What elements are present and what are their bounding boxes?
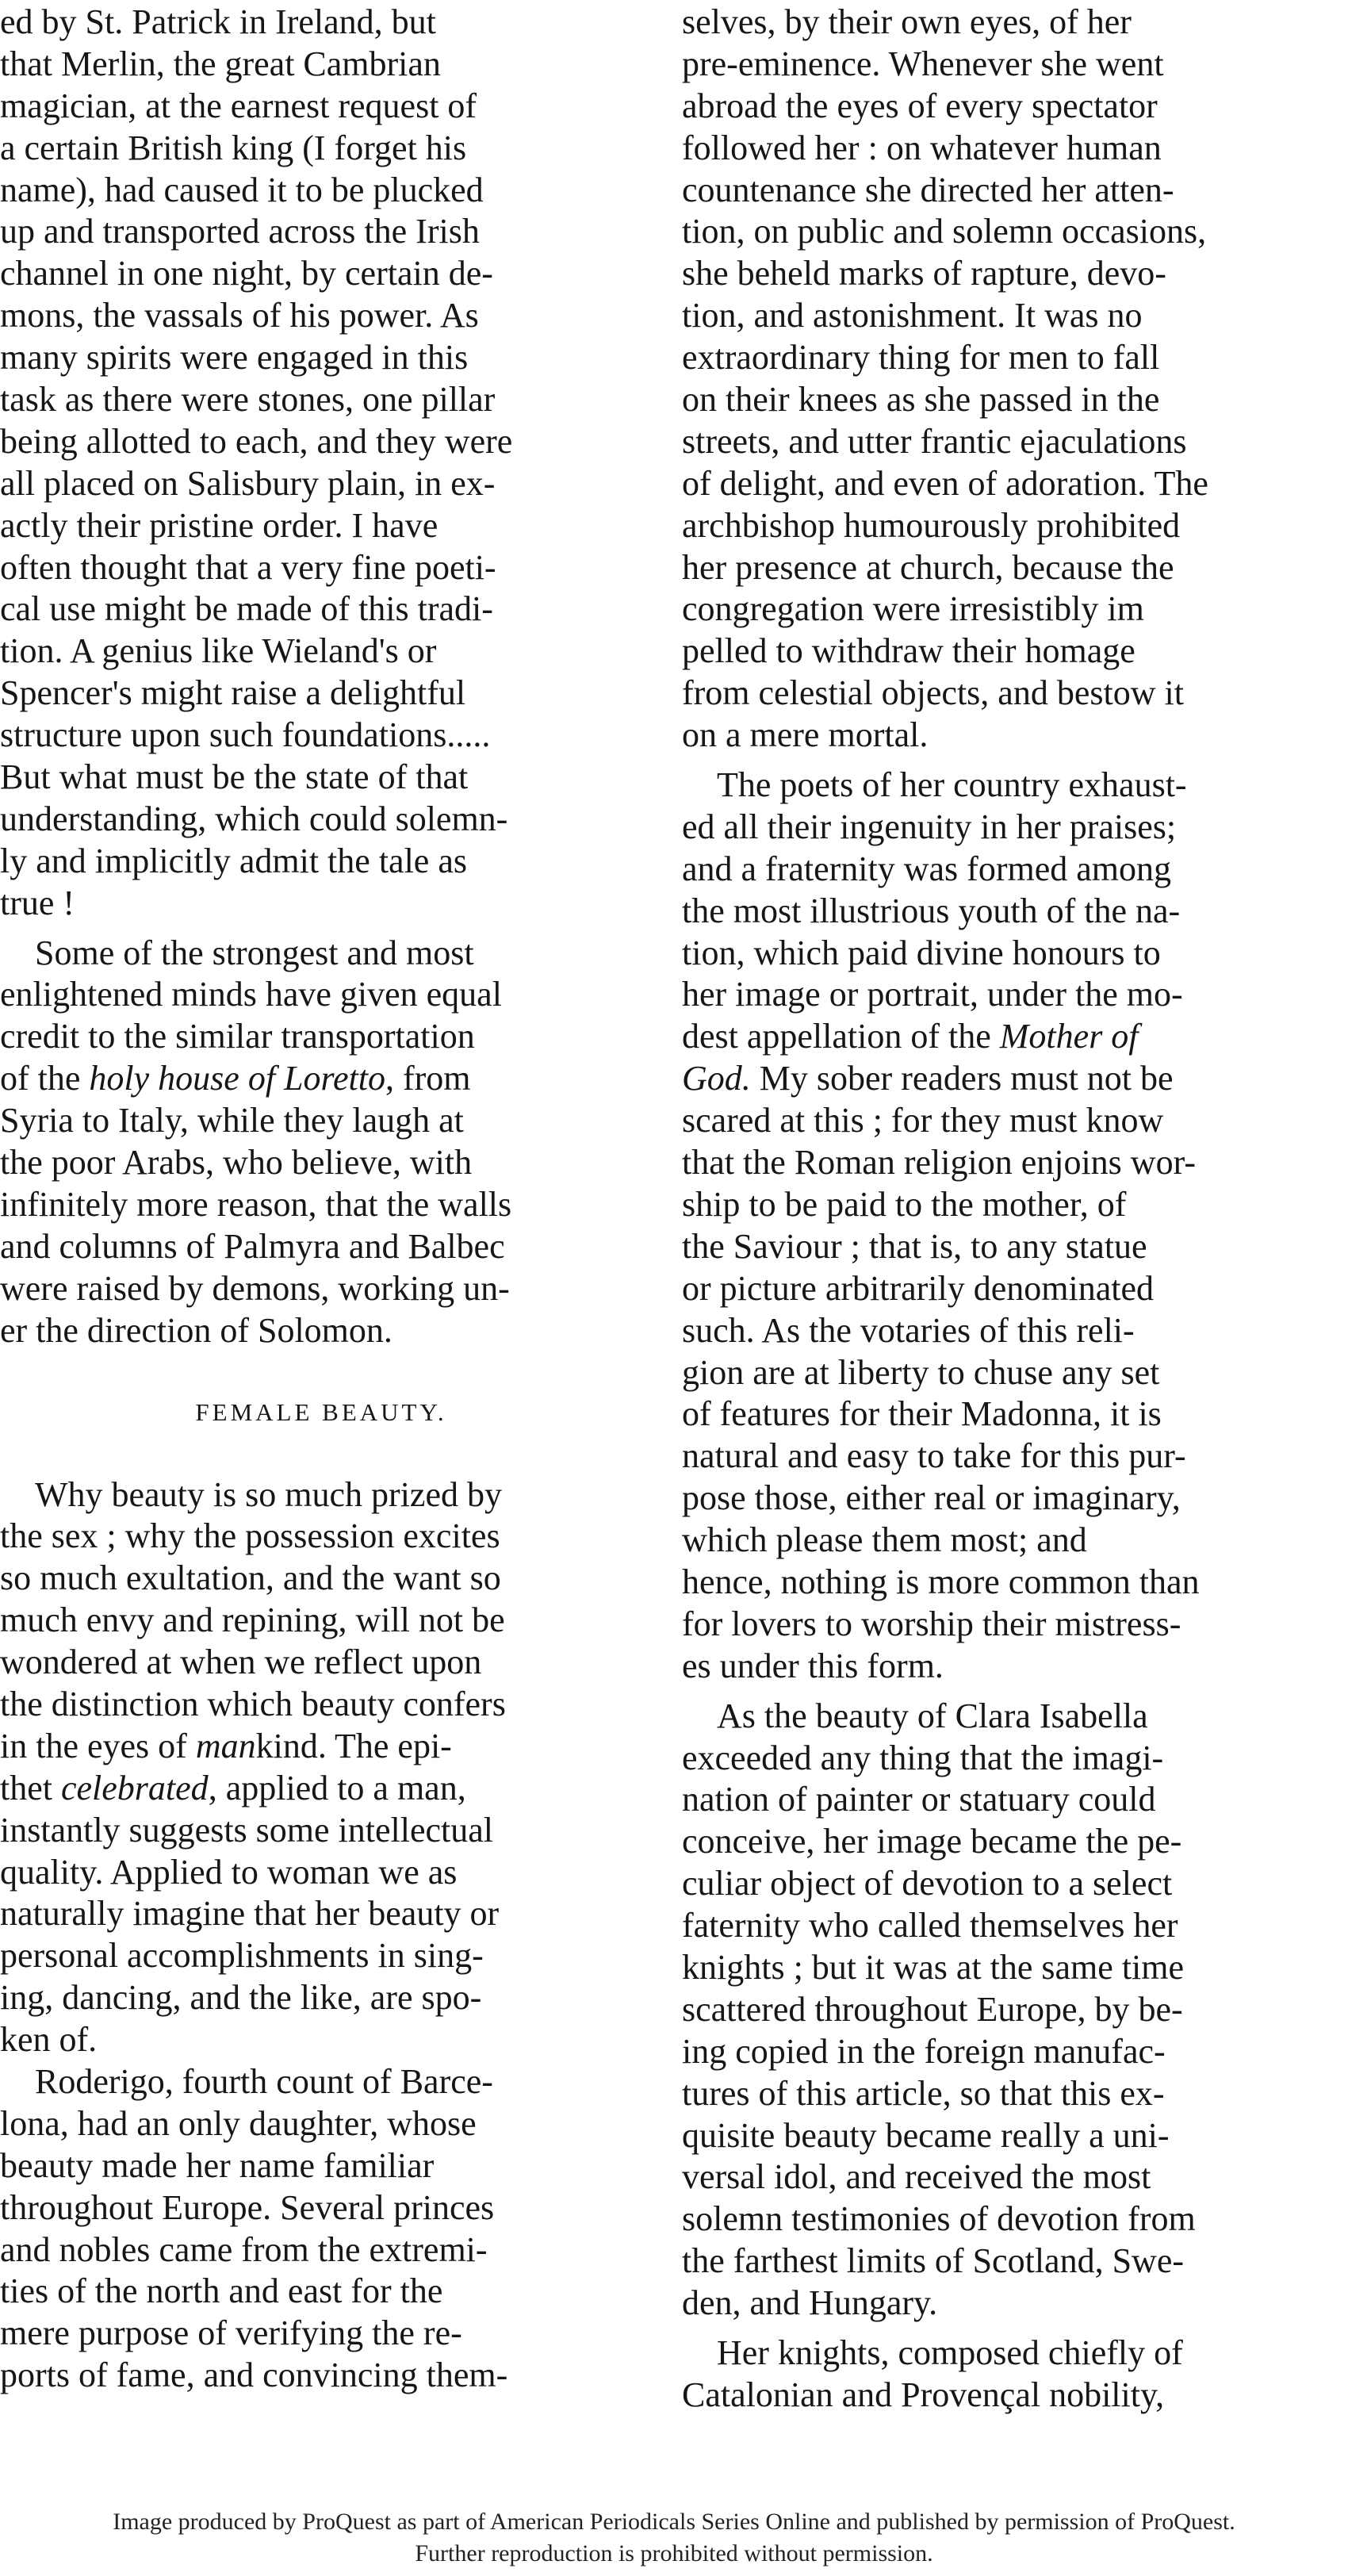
footer-line-1: Image produced by ProQuest as part of American Periodicals Series Online and published by permission of ProQuest. [113, 2509, 1235, 2535]
text-line: being allotted to each, and they were [0, 421, 513, 461]
text-line: throughout Europe. Several princes [0, 2187, 495, 2227]
text-line [0, 1768, 642, 1810]
text-line: the farthest limits of Scotland, Swe- [682, 2241, 1184, 2281]
text-line: instantly suggests some intellectual [0, 1810, 494, 1850]
section-heading: FEMALE BEAUTY. [195, 1397, 447, 1426]
text-line: selves, by their own eyes, of her [682, 2, 1132, 41]
text-line: understanding, which could solemn- [0, 799, 508, 838]
text-line: quisite beauty became really a uni- [682, 2115, 1170, 2155]
text-line: Catalonian and Provençal nobility, [682, 2375, 1165, 2414]
text-line: cal use might be made of this tradi- [0, 589, 493, 629]
text-line: pre-eminence. Whenever she went [682, 44, 1164, 83]
text-line: tion, on public and solemn occasions, [682, 212, 1207, 251]
text-line: nation of painter or statuary could [682, 1780, 1156, 1819]
text-line: ing copied in the foreign manufac- [682, 2031, 1166, 2071]
text-line: The poets of her country exhaust- [717, 765, 1187, 805]
text-line: much envy and repining, will not be [0, 1600, 505, 1640]
text-line: infinitely more reason, that the walls [0, 1184, 512, 1224]
text-line: solemn testimonies of devotion from [682, 2199, 1196, 2239]
text-line: scattered throughout Europe, by be- [682, 1989, 1183, 2029]
italic-run: man [195, 1726, 256, 1765]
text-line: true ! [0, 883, 75, 922]
text-line: tures of this article, so that this ex- [682, 2073, 1165, 2113]
text-run: , applied to a man, [208, 1768, 466, 1807]
text-line: ports of fame, and convincing them- [0, 2356, 508, 2395]
text-run: dest appellation of the [682, 1017, 1000, 1056]
text-line: a certain British king (I forget his [0, 128, 467, 167]
text-line: or picture arbitrarily denominated [682, 1268, 1154, 1308]
text-line: ken of. [0, 2020, 98, 2060]
text-run: kind. The epi- [255, 1726, 452, 1765]
text-line: structure upon such foundations..... [0, 715, 491, 755]
right-column [682, 2, 1346, 2417]
text-line: credit to the similar transportation [0, 1017, 475, 1056]
text-run: , from [385, 1059, 471, 1098]
text-line: pelled to withdraw their homage [682, 631, 1135, 671]
text-line: tion. A genius like Wieland's or [0, 631, 437, 671]
text-line: den, and Hungary. [682, 2283, 938, 2323]
text-line [682, 1016, 1346, 1058]
left-paragraph-1 [0, 2, 642, 925]
text-line [0, 1058, 642, 1100]
text-line: ship to be paid to the mother, of [682, 1184, 1127, 1224]
text-line: name), had caused it to be plucked [0, 170, 484, 209]
text-line: As the beauty of Clara Isabella [717, 1696, 1148, 1735]
text-line: gion are at liberty to chuse any set [682, 1352, 1160, 1392]
text-line: her presence at church, because the [682, 547, 1174, 587]
text-line: such. As the votaries of this reli- [682, 1310, 1135, 1350]
text-line: extraordinary thing for men to fall [682, 338, 1160, 378]
text-line: mons, the vassals of his power. As [0, 296, 479, 335]
text-line: Some of the strongest and most [35, 933, 474, 972]
text-line: for lovers to worship their mistress- [682, 1604, 1181, 1643]
text-line: that Merlin, the great Cambrian [0, 44, 441, 83]
text-line: es under this form. [682, 1646, 944, 1685]
text-line: streets, and utter frantic ejaculations [682, 421, 1187, 461]
italic-run: God. [682, 1059, 751, 1098]
text-line: channel in one night, by certain de- [0, 254, 493, 293]
text-line: of delight, and even of adoration. The [682, 463, 1208, 503]
text-line: personal accomplishments in sing- [0, 1936, 484, 1976]
text-line: which please them most; and [682, 1520, 1087, 1560]
paragraph-gap [0, 925, 642, 933]
right-paragraph-2 [682, 765, 1346, 1688]
text-line: tion, which paid divine honours to [682, 933, 1161, 972]
text-line: and nobles came from the extremi- [0, 2229, 488, 2269]
right-paragraph-3 [682, 1696, 1346, 2325]
text-line: scared at this ; for they must know [682, 1101, 1164, 1140]
text-line: ed by St. Patrick in Ireland, but [0, 2, 436, 41]
text-line: conceive, her image became the pe- [682, 1822, 1182, 1861]
text-run: of the [0, 1059, 90, 1098]
text-line: But what must be the state of that [0, 757, 469, 797]
permission-footer [0, 2506, 1348, 2570]
right-paragraph-4 [682, 2333, 1346, 2417]
text-line: Syria to Italy, while they laugh at [0, 1101, 464, 1140]
text-line [0, 1726, 642, 1768]
text-line: and columns of Palmyra and Balbec [0, 1226, 505, 1266]
text-line: quality. Applied to woman we as [0, 1852, 458, 1892]
text-line: on a mere mortal. [682, 715, 929, 755]
text-line: congregation were irresistibly im [682, 589, 1144, 629]
text-run: My sober readers must not be [750, 1059, 1174, 1098]
text-line: the poor Arabs, who believe, with [0, 1143, 473, 1183]
text-line: faternity who called themselves her [682, 1906, 1178, 1945]
text-run: in the eyes of [0, 1726, 196, 1765]
footer-line-2: Further reproduction is prohibited without permission. [415, 2540, 933, 2566]
text-run: thet [0, 1768, 61, 1807]
text-line: pose those, either real or imaginary, [682, 1478, 1181, 1518]
text-line: ing, dancing, and the like, are spo- [0, 1978, 482, 2018]
text-line: so much exultation, and the want so [0, 1558, 501, 1598]
text-line: natural and easy to take for this pur- [682, 1436, 1186, 1476]
paragraph-gap [682, 1688, 1346, 1696]
text-line: ties of the north and east for the [0, 2271, 443, 2311]
italic-run: Mother of [999, 1017, 1139, 1056]
text-line: that the Roman religion enjoins wor- [682, 1143, 1196, 1183]
text-line: Her knights, composed chiefly of [717, 2333, 1183, 2372]
paragraph-gap [682, 2325, 1346, 2333]
text-line: from celestial objects, and bestow it [682, 673, 1184, 713]
text-line: versal idol, and received the most [682, 2157, 1151, 2197]
text-line: Roderigo, fourth count of Barce- [35, 2061, 493, 2101]
right-paragraph-1 [682, 2, 1346, 757]
text-line: enlightened minds have given equal [0, 975, 502, 1014]
text-line: exceeded any thing that the imagi- [682, 1738, 1164, 1777]
text-line: Spencer's might raise a delightful [0, 673, 466, 713]
text-line: many spirits were engaged in this [0, 338, 469, 378]
text-line [682, 1058, 1346, 1100]
text-line: Why beauty is so much prized by [35, 1474, 502, 1514]
italic-run: celebrated [60, 1768, 209, 1807]
italic-title-run: holy house of Loretto [89, 1059, 385, 1098]
text-line: ly and implicitly admit the tale as [0, 841, 467, 880]
text-line: culiar object of devotion to a select [682, 1864, 1173, 1903]
left-column [0, 2, 642, 2397]
text-line: hence, nothing is more common than [682, 1562, 1200, 1601]
text-line: up and transported across the Irish [0, 212, 480, 251]
text-line: the sex ; why the possession excites [0, 1516, 500, 1556]
text-line: ed all their ingenuity in her praises; [682, 807, 1177, 846]
left-paragraph-4 [0, 2061, 642, 2397]
text-line: the distinction which beauty confers [0, 1684, 506, 1723]
text-line: er the direction of Solomon. [0, 1310, 393, 1350]
text-line: abroad the eyes of every spectator [682, 86, 1158, 125]
text-line: magician, at the earnest request of [0, 86, 477, 125]
text-line: countenance she directed her atten- [682, 170, 1174, 209]
text-line: wondered at when we reflect upon [0, 1643, 482, 1682]
text-line: the Saviour ; that is, to any statue [682, 1226, 1147, 1266]
left-paragraph-2 [0, 933, 642, 1352]
text-line: task as there were stones, one pillar [0, 380, 496, 420]
text-line: beauty made her name familiar [0, 2145, 435, 2185]
text-line: lona, had an only daughter, whose [0, 2103, 477, 2143]
text-line: were raised by demons, working un- [0, 1268, 510, 1308]
text-line: her image or portrait, under the mo- [682, 975, 1183, 1014]
text-line: archbishop humourously prohibited [682, 505, 1181, 545]
text-line: of features for their Madonna, it is [682, 1394, 1162, 1434]
text-line: knights ; but it was at the same time [682, 1947, 1185, 1987]
text-line: actly their pristine order. I have [0, 505, 438, 545]
text-line: followed her : on whatever human [682, 128, 1162, 167]
text-line: and a fraternity was formed among [682, 849, 1171, 888]
text-line: often thought that a very fine poeti- [0, 547, 496, 587]
text-line: all placed on Salisbury plain, in ex- [0, 463, 496, 503]
text-line: naturally imagine that her beauty or [0, 1894, 500, 1934]
text-line: on their knees as she passed in the [682, 380, 1160, 420]
text-line: she beheld marks of rapture, devo- [682, 254, 1166, 293]
left-paragraph-3 [0, 1474, 642, 2061]
text-line: tion, and astonishment. It was no [682, 296, 1143, 335]
paragraph-gap [682, 757, 1346, 765]
text-line: mere purpose of verifying the re- [0, 2313, 462, 2353]
text-line: the most illustrious youth of the na- [682, 891, 1181, 930]
